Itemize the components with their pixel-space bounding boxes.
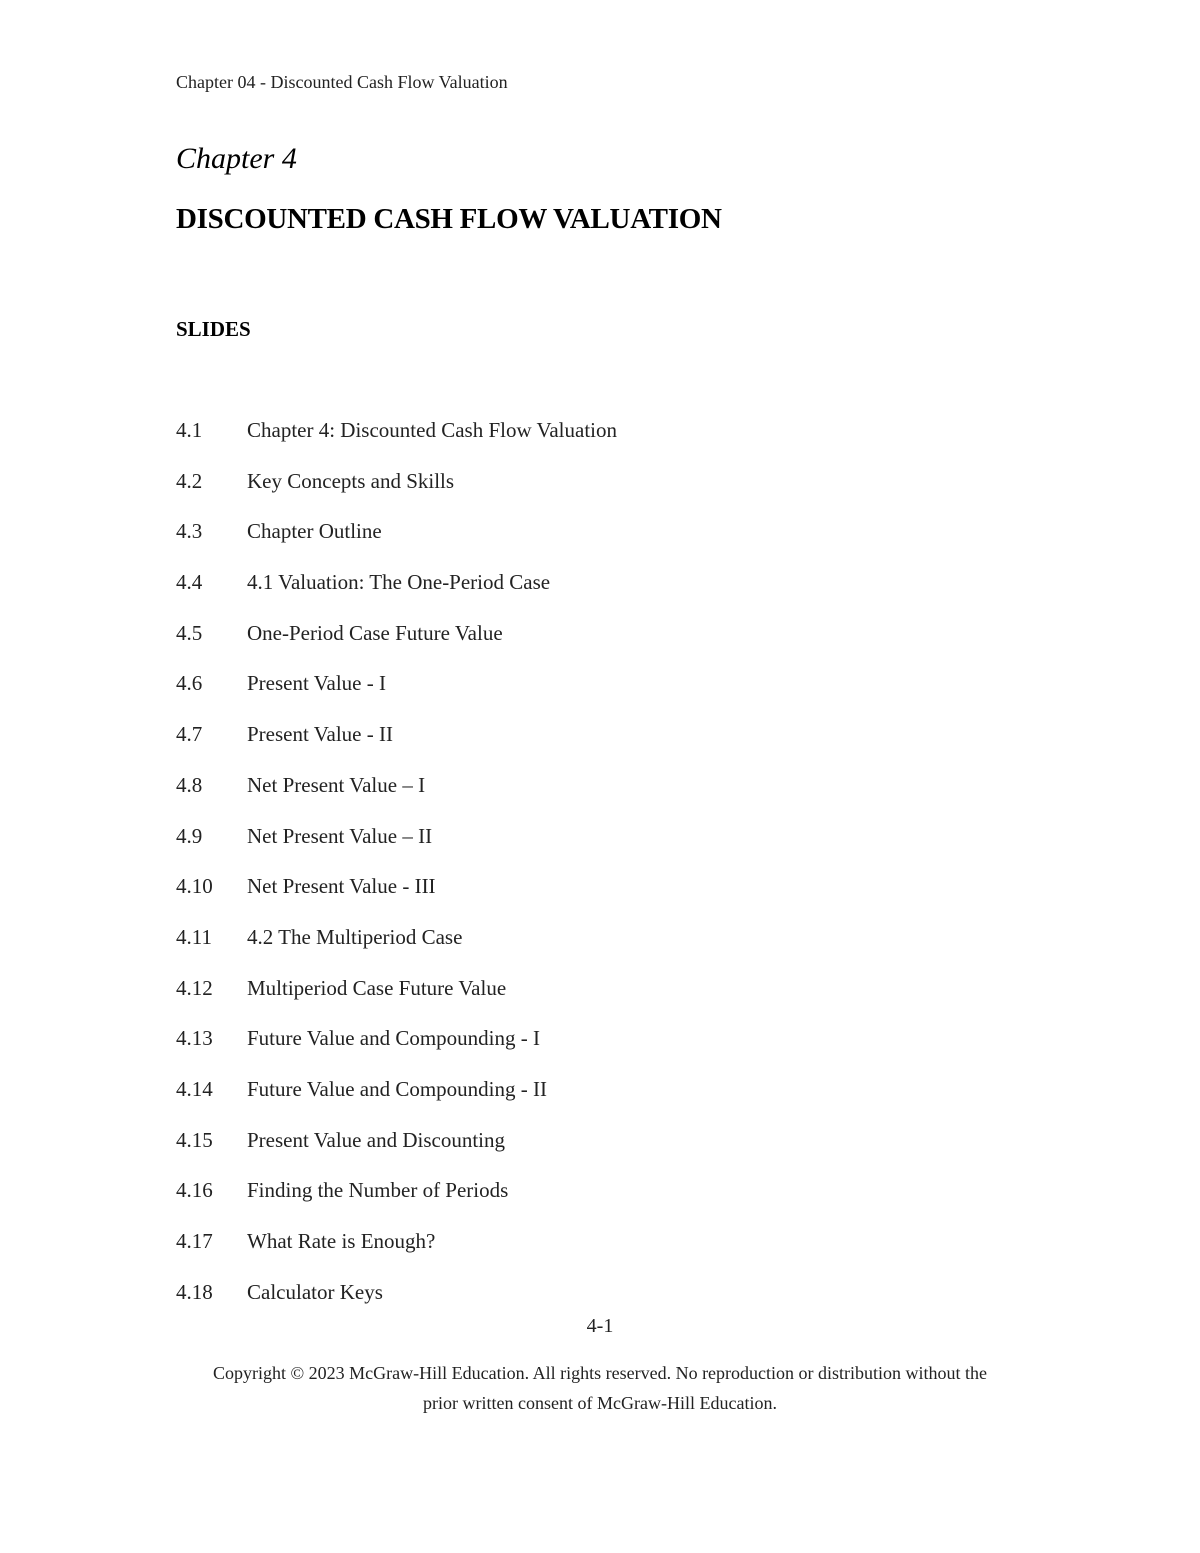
- slide-title: Future Value and Compounding - I: [247, 1026, 540, 1051]
- slide-list-item: [176, 506, 617, 557]
- slide-list-item: [176, 658, 617, 709]
- slide-list-item: [176, 1115, 617, 1166]
- copyright-line-2: prior written consent of McGraw-Hill Education.: [423, 1393, 777, 1413]
- slide-number: 4.3: [176, 519, 203, 544]
- slide-title: Calculator Keys: [247, 1279, 383, 1304]
- slide-list-item: [176, 1013, 617, 1064]
- slide-title: Net Present Value - III: [247, 874, 436, 899]
- slide-title: Net Present Value – I: [247, 772, 426, 797]
- slide-list-item: [176, 456, 617, 507]
- slide-number: 4.1: [176, 418, 203, 442]
- slide-number: 4.12: [176, 975, 213, 1000]
- slide-title: Net Present Value – II: [247, 823, 433, 848]
- page-number: 4-1: [586, 1315, 614, 1337]
- slide-number: 4.2: [176, 468, 203, 493]
- slide-number: 4.7: [176, 722, 203, 747]
- slide-list-item: [176, 709, 617, 760]
- slide-number: 4.5: [176, 620, 203, 645]
- slide-title: Present Value and Discounting: [247, 1127, 505, 1152]
- slide-number: 4.11: [176, 924, 212, 949]
- slide-list-item: [176, 1165, 617, 1216]
- slide-list-item: [176, 1216, 617, 1267]
- slide-list-item: [176, 811, 617, 862]
- slide-title: Multiperiod Case Future Value: [247, 975, 507, 1000]
- slide-number: 4.13: [176, 1026, 213, 1051]
- slide-list-item: [176, 557, 617, 608]
- running-header: Chapter 04 - Discounted Cash Flow Valuation: [176, 72, 508, 92]
- slide-list-item: [176, 608, 617, 659]
- slide-list-item: [176, 1267, 617, 1318]
- slide-number: 4.16: [176, 1178, 213, 1203]
- slide-number: 4.8: [176, 772, 203, 797]
- slide-number: 4.4: [176, 570, 203, 595]
- slide-list: [176, 405, 617, 1317]
- slide-title: 4.1 Valuation: The One-Period Case: [247, 570, 551, 595]
- slide-title: Present Value - I: [247, 671, 386, 696]
- slide-title: What Rate is Enough?: [247, 1229, 436, 1253]
- slide-number: 4.10: [176, 874, 213, 899]
- slide-title: Chapter 4: Discounted Cash Flow Valuation: [247, 418, 617, 442]
- copyright-line-1: Copyright © 2023 McGraw-Hill Education. All rights reserved. No reproduction or distribution without the: [212, 1363, 988, 1383]
- slide-list-item: [176, 405, 617, 456]
- slide-title: Key Concepts and Skills: [247, 468, 455, 493]
- slide-list-item: [176, 1064, 617, 1115]
- slide-list-item: [176, 963, 617, 1014]
- slide-number: 4.6: [176, 671, 203, 696]
- slide-number: 4.18: [176, 1279, 213, 1304]
- slide-number: 4.17: [176, 1229, 213, 1253]
- chapter-label: Chapter 4: [176, 142, 297, 175]
- slide-number: 4.15: [176, 1127, 213, 1152]
- slide-title: One-Period Case Future Value: [247, 620, 503, 645]
- slide-number: 4.14: [176, 1076, 213, 1101]
- slide-list-item: [176, 760, 617, 811]
- slide-title: Finding the Number of Periods: [247, 1178, 509, 1203]
- slide-number: 4.9: [176, 823, 203, 848]
- chapter-title: DISCOUNTED CASH FLOW VALUATION: [176, 203, 722, 235]
- slide-title: Future Value and Compounding - II: [247, 1076, 547, 1101]
- section-heading: SLIDES: [176, 317, 251, 341]
- slide-title: Chapter Outline: [247, 519, 382, 544]
- slide-list-item: [176, 912, 617, 963]
- slide-title: Present Value - II: [247, 722, 393, 747]
- slide-title: 4.2 The Multiperiod Case: [247, 924, 463, 949]
- copyright-notice: [0, 1358, 1200, 1418]
- slide-list-item: [176, 861, 617, 912]
